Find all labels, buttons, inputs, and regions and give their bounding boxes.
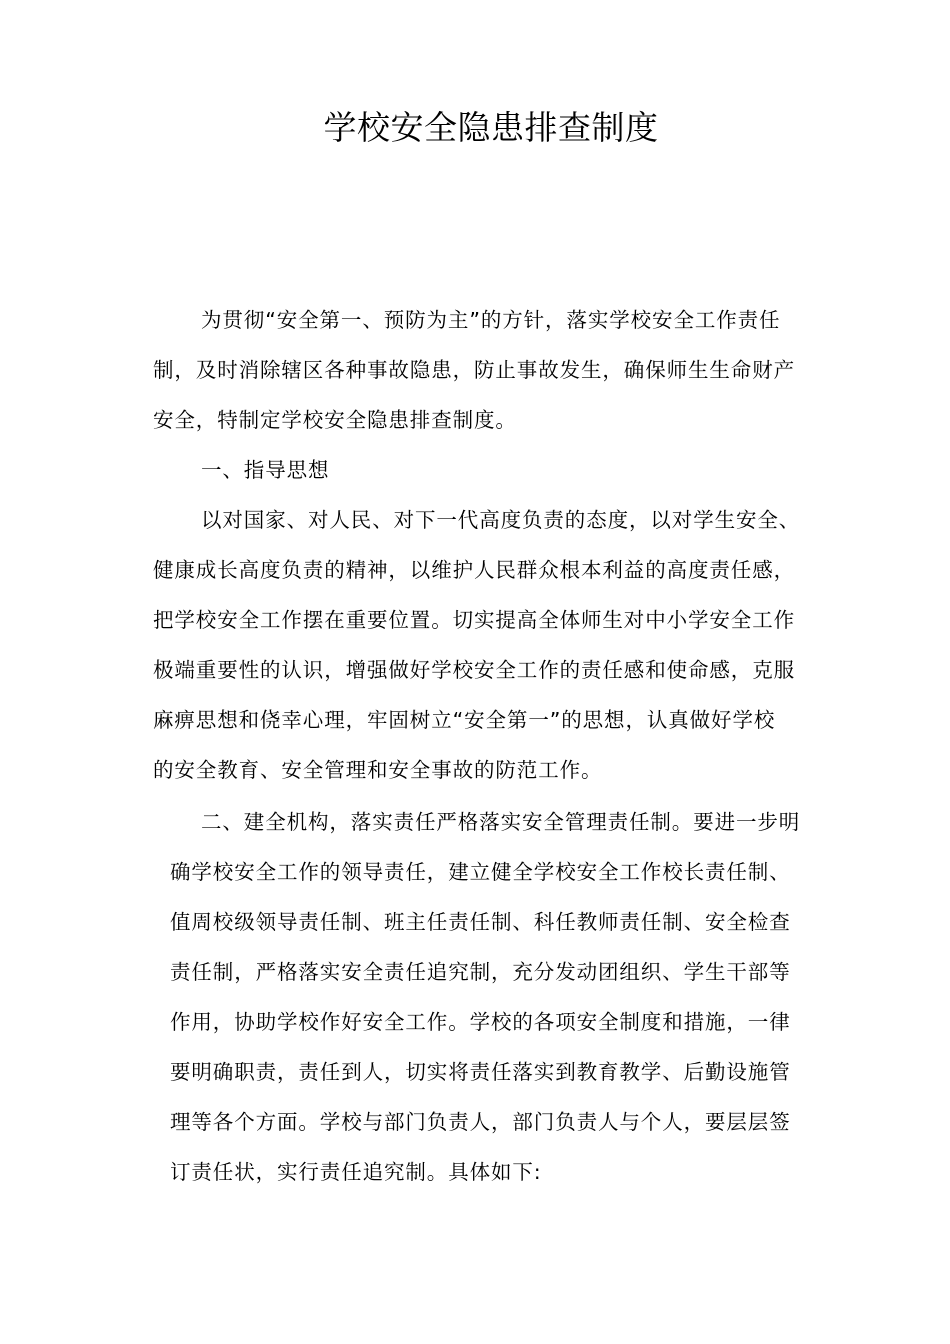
- paragraph-line: 极端重要性的认识，增强做好学校安全工作的责任感和使命感，克服: [153, 658, 795, 682]
- paragraph-line: 作用，协助学校作好安全工作。学校的各项安全制度和措施，一律: [170, 1010, 791, 1034]
- paragraph-line: 麻痹思想和侥幸心理，牢固树立“安全第一”的思想，认真做好学校: [153, 708, 776, 732]
- paragraph-line: 把学校安全工作摆在重要位置。切实提高全体师生对中小学安全工作: [153, 608, 795, 632]
- paragraph-line: 的安全教育、安全管理和安全事故的防范工作。: [153, 758, 603, 782]
- intro-paragraph: [153, 295, 853, 795]
- document-title: 学校安全隐患排查制度: [323, 108, 659, 147]
- section2-paragraph: [153, 797, 853, 1197]
- paragraph-line: 安全，特制定学校安全隐患排查制度。: [153, 408, 517, 432]
- paragraph-line: 健康成长高度负责的精神，以维护人民群众根本利益的高度责任感，: [153, 558, 795, 582]
- paragraph-line: 为贯彻“安全第一、预防为主”的方针，落实学校安全工作责任: [201, 308, 781, 332]
- section-heading: 一、指导思想: [201, 458, 330, 482]
- paragraph-line: 理等各个方面。学校与部门负责人，部门负责人与个人，要层层签: [170, 1110, 791, 1134]
- paragraph-line: 二、建全机构，落实责任严格落实安全管理责任制。要进一步明: [201, 810, 801, 834]
- paragraph-line: 订责任状，实行责任追究制。具体如下:: [170, 1160, 542, 1184]
- paragraph-line: 责任制，严格落实安全责任追究制，充分发动团组织、学生干部等: [170, 960, 791, 984]
- paragraph-line: 值周校级领导责任制、班主任责任制、科任教师责任制、安全检查: [170, 910, 791, 934]
- paragraph-line: 确学校安全工作的领导责任，建立健全学校安全工作校长责任制、: [170, 860, 791, 884]
- paragraph-line: 要明确职责，责任到人，切实将责任落实到教育教学、后勤设施管: [170, 1060, 791, 1084]
- paragraph-line: 以对国家、对人民、对下一代高度负责的态度，以对学生安全、: [201, 508, 801, 532]
- paragraph-line: 制，及时消除辖区各种事故隐患，防止事故发生，确保师生生命财产: [153, 358, 795, 382]
